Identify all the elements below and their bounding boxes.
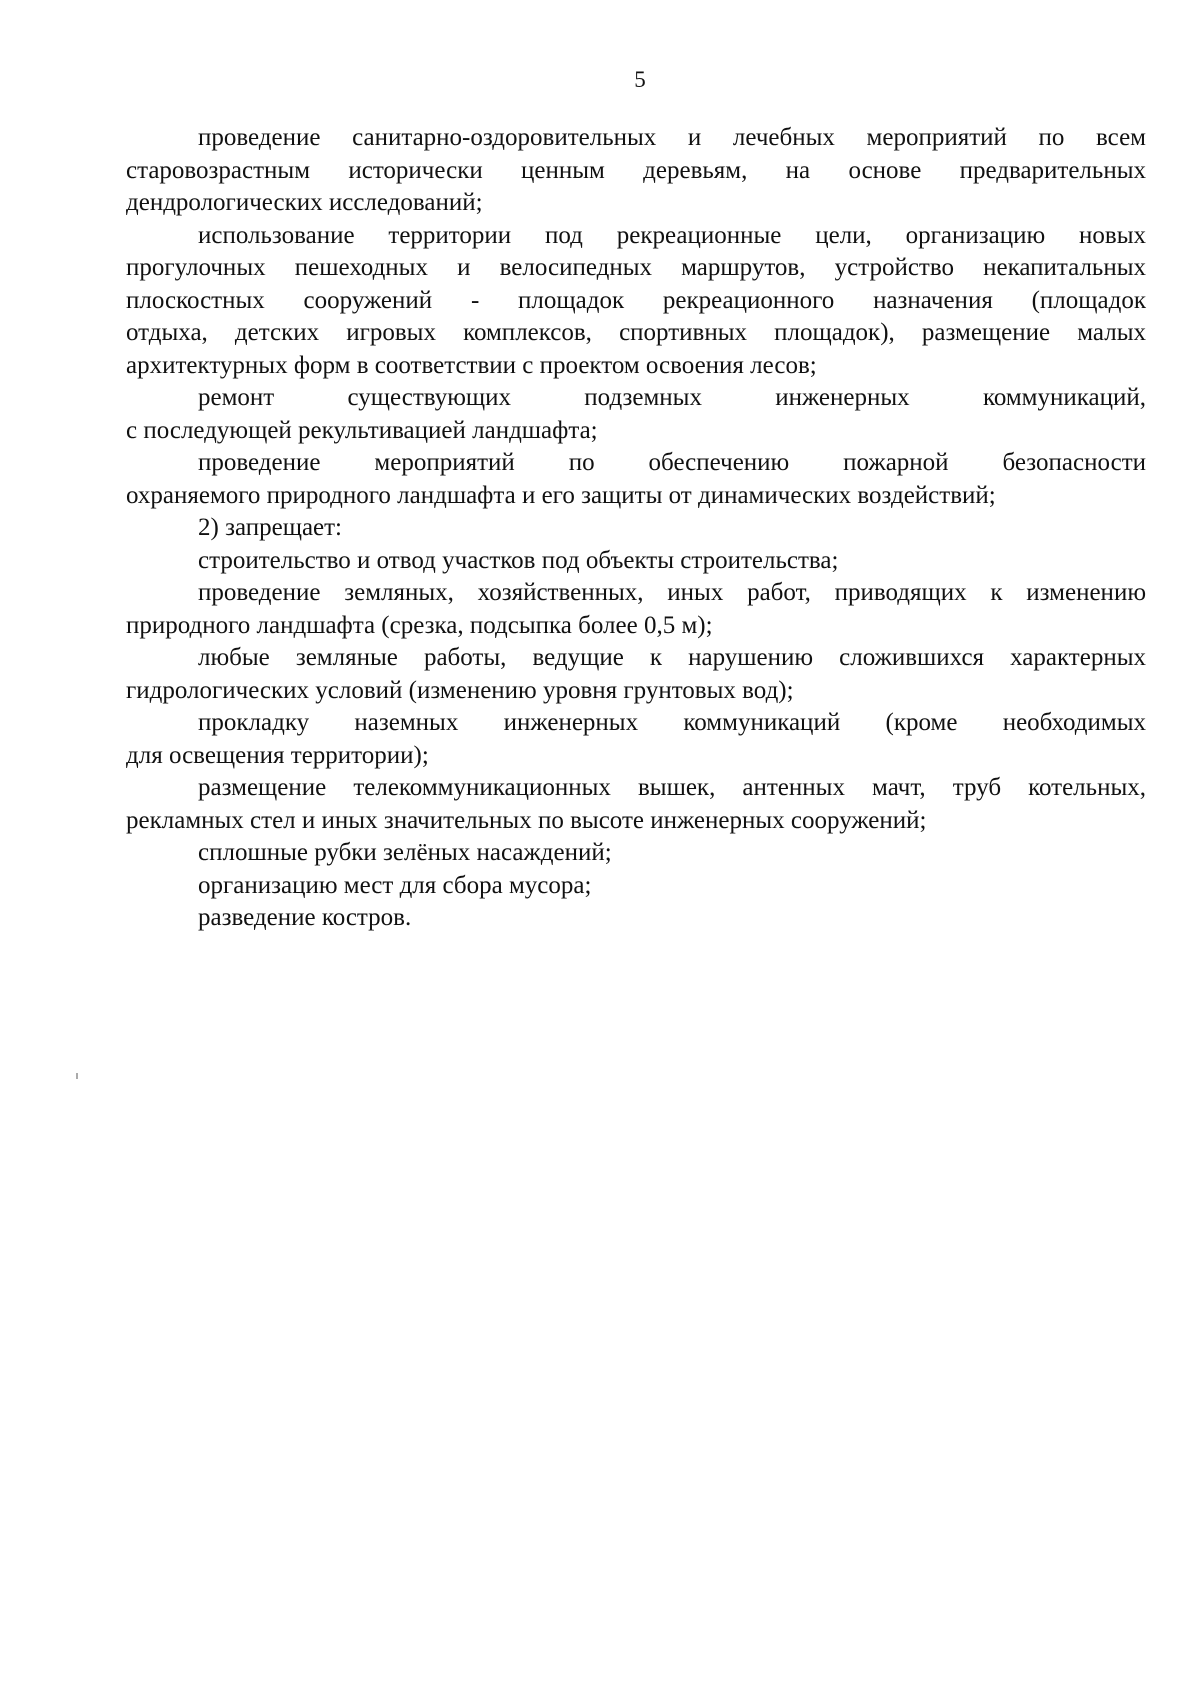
- text-line: проведение земляных, хозяйственных, иных работ, приводящих к изменению: [198, 579, 1146, 606]
- text-line: организацию мест для сбора мусора;: [198, 871, 592, 899]
- text-line: гидрологических условий (изменению уровня грунтовых вод);: [126, 676, 794, 704]
- scan-speck: [76, 1073, 78, 1079]
- text-line: ремонт существующих подземных инженерных коммуникаций,: [198, 384, 1146, 411]
- text-line: архитектурных форм в соответствии с проектом освоения лесов;: [126, 351, 817, 379]
- paragraph: [126, 545, 1146, 578]
- paragraph: [126, 577, 1146, 642]
- text-line: прокладку наземных инженерных коммуникаций (кроме необходимых: [198, 709, 1146, 736]
- text-line: старовозрастным исторически ценным деревьям, на основе предварительных: [126, 156, 1146, 184]
- text-line: разведение костров.: [198, 904, 412, 931]
- document-body: [126, 122, 1146, 935]
- text-line: любые земляные работы, ведущие к нарушению сложившихся характерных: [198, 644, 1146, 671]
- text-line: для освещения территории);: [126, 741, 429, 769]
- text-line: проведение мероприятий по обеспечению пожарной безопасности: [198, 449, 1146, 476]
- text-line: рекламных стел и иных значительных по высоте инженерных сооружений;: [126, 806, 927, 834]
- text-line: размещение телекоммуникационных вышек, антенных мачт, труб котельных,: [198, 774, 1146, 801]
- text-line: отдыха, детских игровых комплексов, спортивных площадок), размещение малых: [126, 319, 1146, 346]
- text-line: природного ландшафта (срезка, подсыпка более 0,5 м);: [126, 611, 713, 639]
- text-line: использование территории под рекреационные цели, организацию новых: [198, 221, 1146, 249]
- paragraph: [126, 837, 1146, 870]
- text-line: охраняемого природного ландшафта и его защиты от динамических воздействий;: [126, 481, 996, 509]
- paragraph: [126, 447, 1146, 512]
- paragraph: [126, 870, 1146, 903]
- text-line: проведение санитарно-оздоровительных и лечебных мероприятий по всем: [198, 124, 1146, 151]
- page-number: 5: [634, 67, 646, 92]
- paragraph: [126, 382, 1146, 447]
- text-line: сплошные рубки зелёных насаждений;: [198, 839, 612, 866]
- paragraph: [126, 642, 1146, 707]
- paragraph: [126, 220, 1146, 383]
- paragraph: [126, 772, 1146, 837]
- text-line: строительство и отвод участков под объекты строительства;: [198, 546, 839, 574]
- text-line: прогулочных пешеходных и велосипедных маршрутов, устройство некапитальных: [126, 254, 1146, 281]
- paragraph: [126, 707, 1146, 772]
- paragraph: [126, 902, 1146, 935]
- text-line: 2) запрещает:: [198, 514, 343, 541]
- text-line: дендрологических исследований;: [126, 189, 483, 216]
- text-line: с последующей рекультивацией ландшафта;: [126, 416, 598, 444]
- paragraph: [126, 512, 1146, 545]
- paragraph: [126, 122, 1146, 220]
- text-line: плоскостных сооружений - площадок рекреационного назначения (площадок: [126, 286, 1146, 314]
